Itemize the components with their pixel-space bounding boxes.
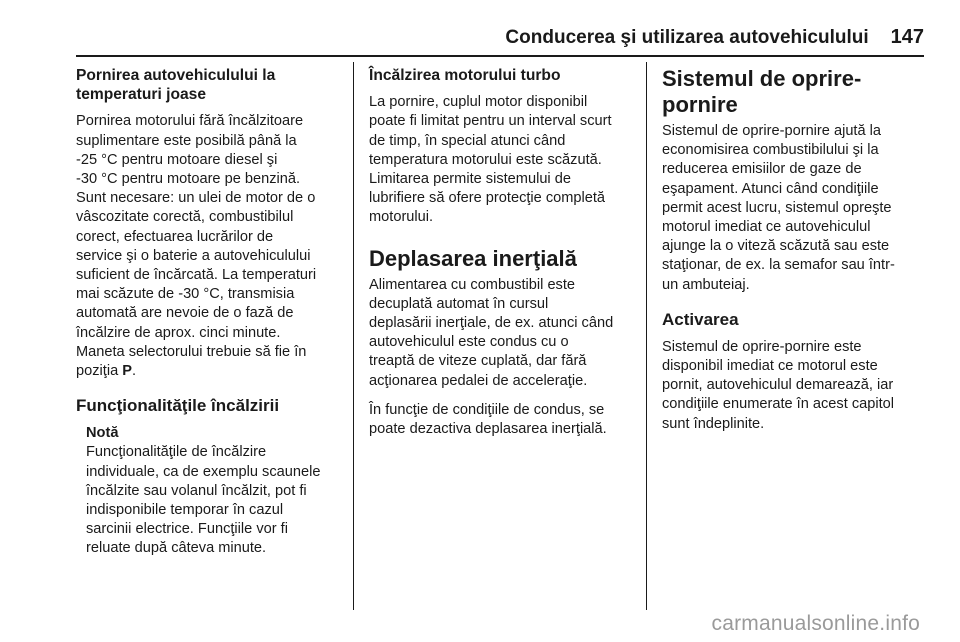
- heading-cold-start: Pornirea autovehiculului la temperaturi joase: [76, 67, 276, 104]
- paragraph-cold-start: [76, 112, 344, 381]
- cold-start-end: .: [131, 363, 137, 380]
- paragraph-coasting-deactivate: În funcţie de condiţiile de condus, se poate dezactiva deplasarea inerţială.: [369, 401, 607, 438]
- heading-heating-functions: Funcţionalităţile încălzirii: [76, 396, 280, 416]
- column-divider-2: [646, 62, 647, 610]
- cold-start-text: Pornirea motorului fără încălzitoare suplimentare este posibilă până la -25 °C pentru motoare diesel şi -30 °C pentru motoare pe benzină. Sunt necesare: un ulei de motor de o vâscozitate corectă, combustibilul corect, efectuarea lucrărilor de service şi o baterie a autovehiculului suficient de încărcată. La temperaturi mai scăzute de -30 °C, transmisia automată are nevoie de o fază de încălzire de aprox. cinci minute. Maneta selectorului trebuie să fie în poziţia: [76, 113, 317, 380]
- heading-stop-start: Sistemul de oprire-pornire: [662, 66, 862, 117]
- heading-activation: Activarea: [662, 309, 739, 329]
- paragraph-turbo-warmup: La pornire, cuplul motor disponibil poate fi limitat pentru un interval scurt de timp, în special atunci când temperatura motorului este scăzută. Limitarea permite sistemului de lubrifiere să ofere protecţie completă motorului.: [369, 94, 612, 226]
- column-divider-1: [353, 62, 354, 610]
- paragraph-stop-start: Sistemul de oprire-pornire ajută la economisirea combustibilului şi la reducerea emisiilor de gaze de eşapament. Atunci când condiţiile permit acest lucru, sistemul opreşte motorul imediat ce autovehiculul ajunge la o viteză scăzută sau este staţionar, de ex. la semafor sau într- un ambuteiaj.: [662, 123, 895, 293]
- paragraph-coasting: Alimentarea cu combustibil este decuplată automat în cursul deplasării inerţiale, de ex. atunci când autovehiculul este condus cu o treaptă de viteze cuplată, dar fără acţionarea pedalei de acceleraţie.: [369, 276, 614, 389]
- column-2: [369, 66, 637, 449]
- column-3: [662, 66, 926, 444]
- page-number: 147: [890, 26, 924, 48]
- note-text: Funcţionalităţile de încălzire individuale, ca de exemplu scaunele încălzite sau volanul încălzit, pot fi indisponibile temporar în cazul sarcinii electrice. Funcţiile vor fi reluate după câteva minute.: [86, 444, 321, 557]
- heading-turbo-warmup: Încălzirea motorului turbo: [369, 67, 561, 84]
- selector-position: P: [122, 363, 132, 380]
- header-rule: [76, 55, 924, 57]
- note-label: Notă: [86, 425, 119, 442]
- paragraph-activation: Sistemul de oprire-pornire este disponibil imediat ce motorul este pornit, autovehiculul demarează, iar condiţiile enumerate în acest capitol sunt îndeplinite.: [662, 338, 895, 432]
- watermark: carmanualsonline.info: [711, 612, 920, 635]
- note-block: [86, 424, 344, 558]
- heading-coasting: Deplasarea inerţială: [369, 245, 577, 271]
- page-header: [76, 26, 924, 49]
- column-1: [76, 66, 344, 559]
- chapter-title: Conducerea şi utilizarea autovehiculului: [505, 27, 869, 48]
